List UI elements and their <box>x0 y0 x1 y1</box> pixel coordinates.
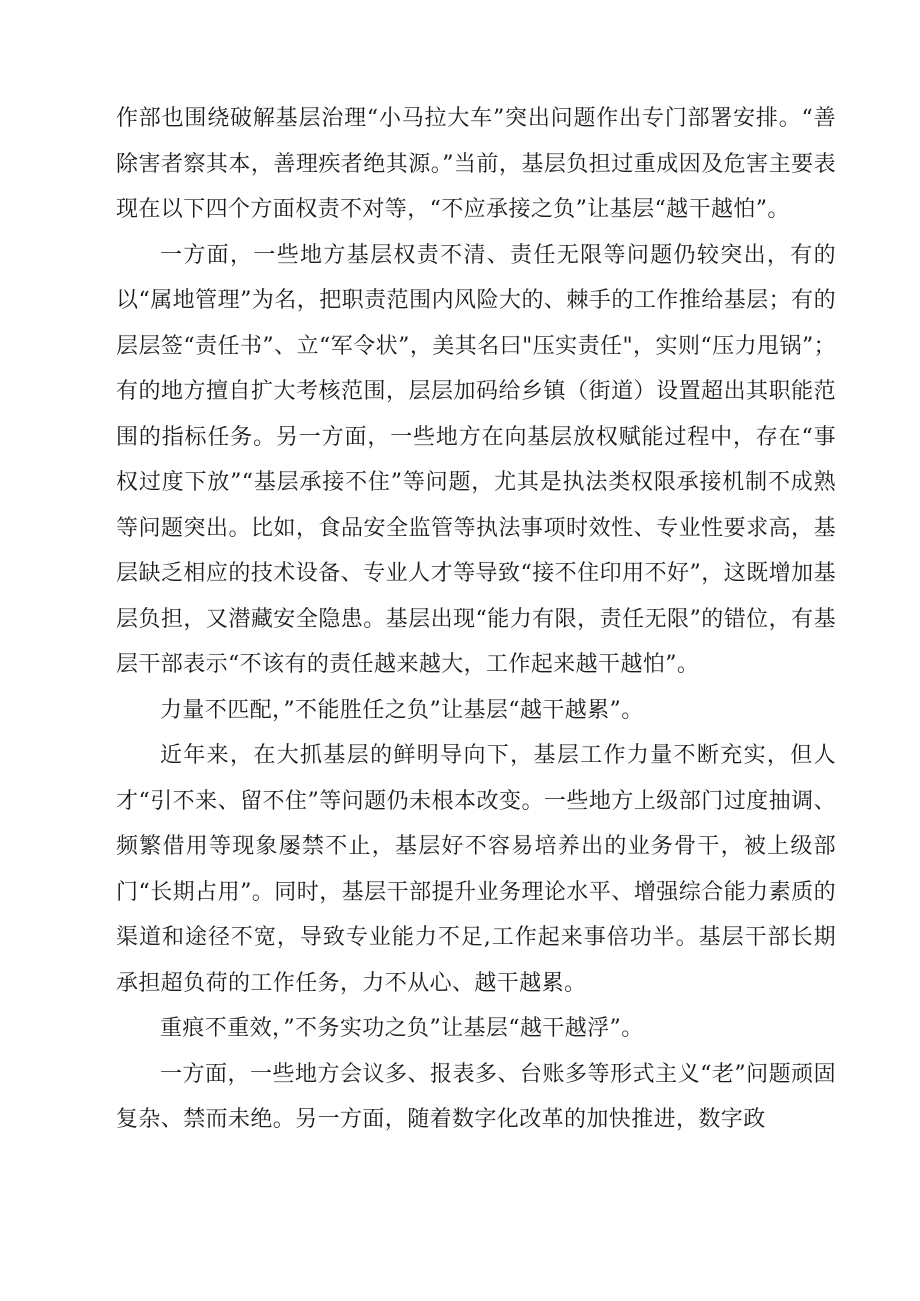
paragraph-formalism: 一方面，一些地方会议多、报表多、台账多等形式主义“老”问题顽固复杂、禁而未绝。另一方面，随着数字化改革的加快推进，数字政 <box>116 1061 836 1132</box>
paragraph-responsibility: 一方面，一些地方基层权责不清、责任无限等问题仍较突出，有的以“属地管理”为名，把职责范围内风险大的、棘手的工作推给基层；有的层层签“责任书”、立“军令状”，美其名曰"压实责任"，实则“压力甩锅”；有的地方擅自扩大考核范围，层层加码给乡镇（街道）设置超出其职能范围的指标任务。另一方面，一些地方在向基层放权赋能过程中，存在“事权过度下放”“基层承接不住”等问题，尤其是执法类权限承接机制不成熟等问题突出。比如，食品安全监管等执法事项时效性、专业性要求高，基层缺乏相应的技术设备、专业人才等导致“接不住印用不好”，这既增加基层负担，又潜藏安全隐患。基层出现“能力有限，责任无限”的错位，有基层干部表示“不该有的责任越来越大，工作起来越干越怕”。 <box>116 242 836 677</box>
paragraph-continuation: 作部也围绕破解基层治理“小马拉大车”突出问题作出专门部署安排。“善除害者察其本，善理疾者绝其源。”当前，基层负担过重成因及危害主要表现在以下四个方面权责不对等，“不应承接之负”让基层“越干越怕”。 <box>116 106 836 222</box>
document-body <box>116 96 836 1143</box>
section-heading-capacity: 力量不匹配，”不能胜任之负”让基层“越干越累”。 <box>160 697 644 723</box>
paragraph-capacity: 近年来，在大抓基层的鲜明导向下，基层工作力量不断充实，但人才“引不来、留不住”等问题仍未根本改变。一些地方上级部门过度抽调、频繁借用等现象屡禁不止，基层好不容易培养出的业务骨干，被上级部门“长期占用”。同时，基层干部提升业务理论水平、增强综合能力素质的渠道和途径不宽，导致专业能力不足,工作起来事倍功半。基层干部长期承担超负荷的工作任务，力不从心、越干越累。 <box>116 743 836 996</box>
section-heading-formalism: 重痕不重效，”不务实功之负”让基层“越干越浮”。 <box>160 1016 644 1041</box>
